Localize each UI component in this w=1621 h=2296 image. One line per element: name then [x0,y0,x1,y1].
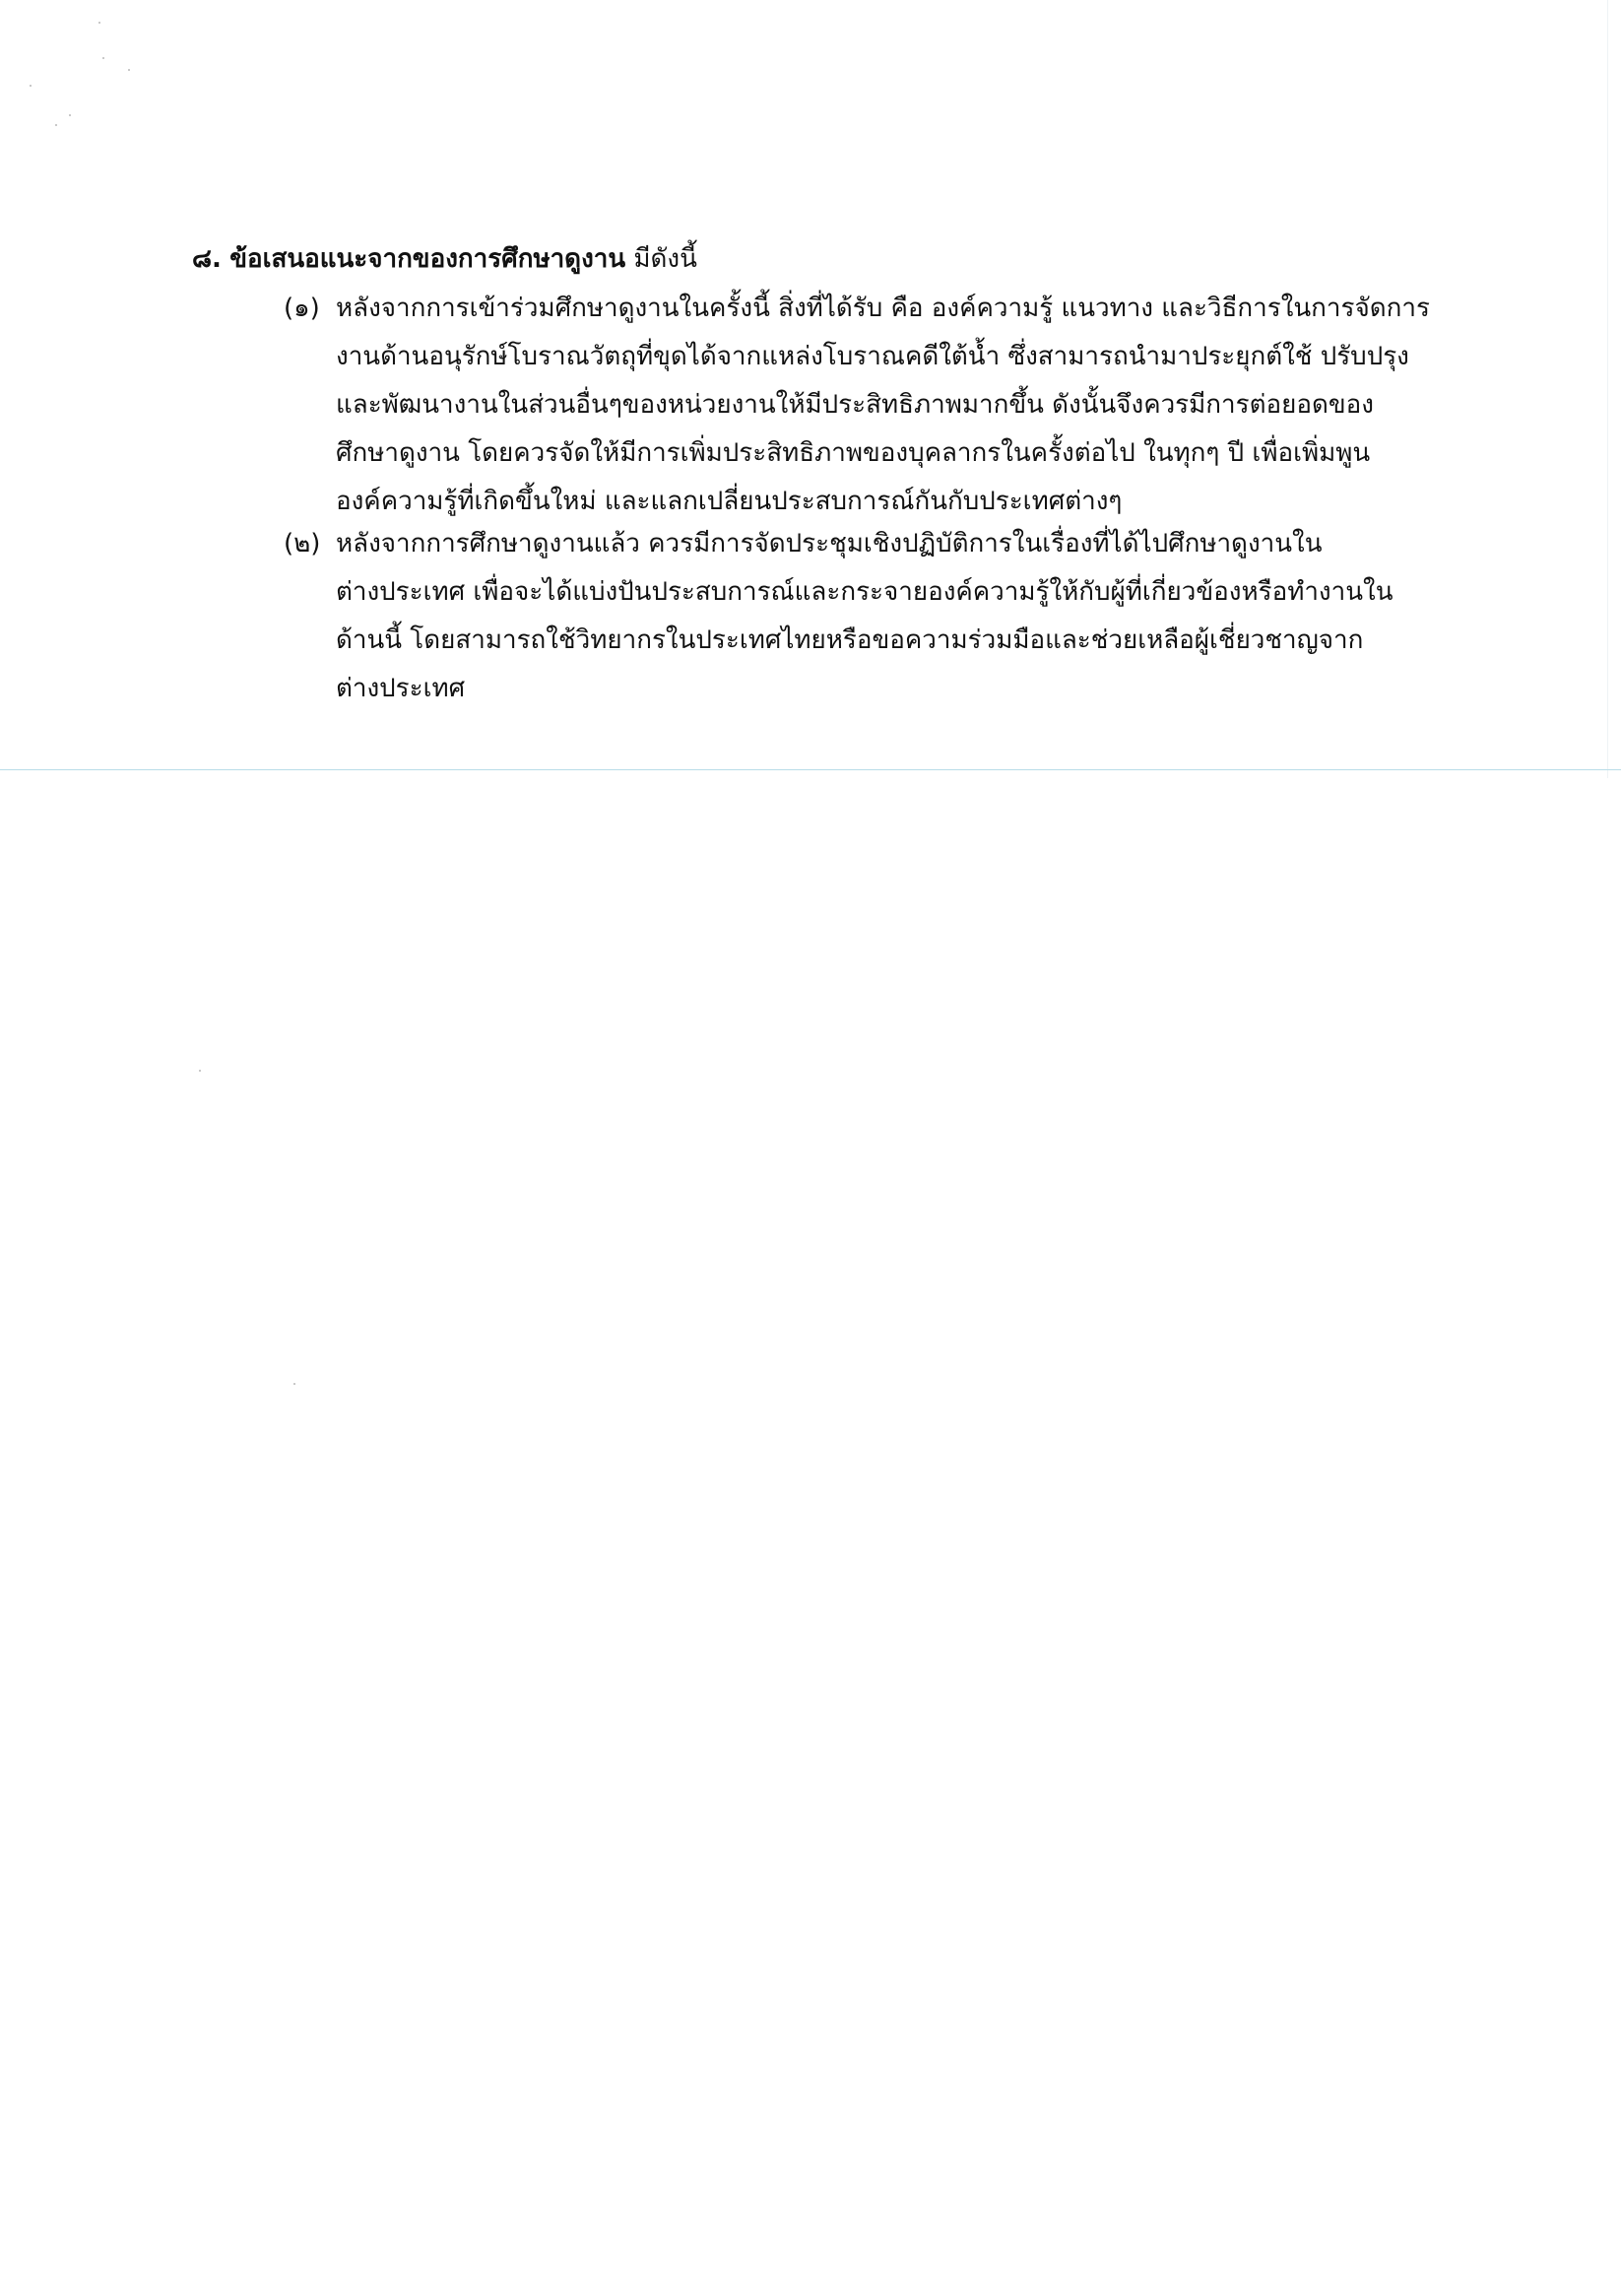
section-divider-line [0,769,1621,770]
section-number: ๘. [192,244,222,274]
scan-speck [30,85,32,87]
item-line: หลังจากการเข้าร่วมศึกษาดูงานในครั้งนี้ สิ่งที่ได้รับ คือ องค์ความรู้ แนวทาง และวิธีการในการจัดการ [336,294,1430,323]
recommendation-item-1 [284,285,1436,526]
item-line: งานด้านอนุรักษ์โบราณวัตถุที่ขุดได้จากแหล่งโบราณคดีใต้น้ำ ซึ่งสามารถนำมาประยุกต์ใช้ ปรับปรุง [336,342,1409,371]
item-line: ต่างประเทศ เพื่อจะได้แบ่งปันประสบการณ์และกระจายองค์ความรู้ให้กับผู้ที่เกี่ยวข้องหรือทำงานใน [336,577,1394,607]
section-heading [192,236,697,282]
scan-edge-shadow [1607,0,1608,778]
item-line: ต่างประเทศ [336,674,466,703]
item-line: และพัฒนางานในส่วนอื่นๆของหน่วยงานให้มีประสิทธิภาพมากขึ้น ดังนั้นจึงควรมีการต่อยอดของ [336,390,1374,420]
scan-speck [69,114,71,116]
scan-speck [55,124,57,126]
scan-speck [199,1070,201,1072]
scan-speck [98,22,100,24]
scan-speck [293,1383,295,1385]
section-title: ข้อเสนอแนะจากของการศึกษาดูงาน [229,244,626,274]
recommendation-item-2 [284,520,1436,713]
item-line: หลังจากการศึกษาดูงานแล้ว ควรมีการจัดประชุมเชิงปฏิบัติการในเรื่องที่ได้ไปศึกษาดูงานใน [336,529,1323,558]
item-line: ด้านนี้ โดยสามารถใช้วิทยากรในประเทศไทยหรือขอความร่วมมือและช่วยเหลือผู้เชี่ยวชาญจาก [336,625,1364,655]
item-line: ศึกษาดูงาน โดยควรจัดให้มีการเพิ่มประสิทธิภาพของบุคลากรในครั้งต่อไป ในทุกๆ ปี เพื่อเพิ่มพูน [336,438,1371,468]
item-marker: (๒) [284,529,321,558]
item-line: องค์ความรู้ที่เกิดขึ้นใหม่ และแลกเปลี่ยนประสบการณ์กันกับประเทศต่างๆ [336,487,1123,516]
scan-speck [102,57,104,59]
item-marker: (๑) [284,294,320,323]
scan-speck [128,69,130,71]
section-title-suffix: มีดังนี้ [633,244,697,274]
